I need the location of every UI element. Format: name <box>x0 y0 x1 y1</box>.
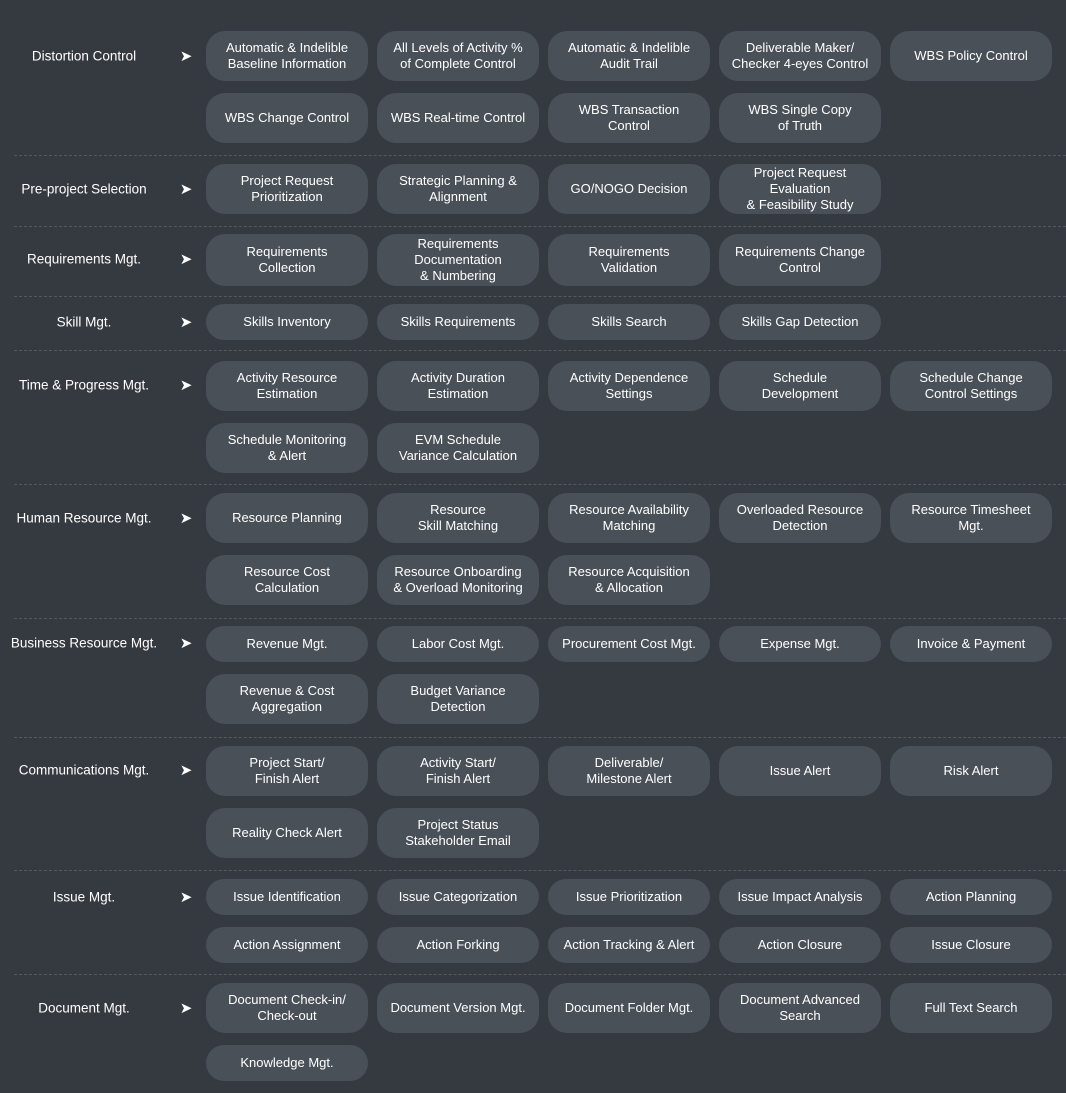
feature-pill-project-start-finish-alert: Project Start/ Finish Alert <box>206 746 368 796</box>
arrow-right-icon: ➤ <box>179 762 193 779</box>
feature-pill-revenue-mgt: Revenue Mgt. <box>206 626 368 662</box>
feature-pill-strategic-planning-and-alignment: Strategic Planning & Alignment <box>377 164 539 214</box>
feature-pill-schedule-change-control-settings: Schedule Change Control Settings <box>890 361 1052 411</box>
section-divider <box>14 155 1066 156</box>
arrow-right-icon: ➤ <box>179 1000 193 1017</box>
arrow-right-icon: ➤ <box>179 510 193 527</box>
section-label: Issue Mgt. <box>52 889 116 905</box>
feature-pill-project-status-stakeholder-email: Project Status Stakeholder Email <box>377 808 539 858</box>
section-divider <box>14 226 1066 227</box>
feature-pill-reality-check-alert: Reality Check Alert <box>206 808 368 858</box>
section-divider <box>14 870 1066 871</box>
feature-pill-resource-planning: Resource Planning <box>206 493 368 543</box>
arrow-right-icon: ➤ <box>179 889 193 906</box>
feature-pill-deliverable-maker-checker-4-eyes-control: Deliverable Maker/ Checker 4-eyes Control <box>719 31 881 81</box>
feature-pill-issue-categorization: Issue Categorization <box>377 879 539 915</box>
feature-pill-action-forking: Action Forking <box>377 927 539 963</box>
feature-pill-action-planning: Action Planning <box>890 879 1052 915</box>
feature-pill-issue-impact-analysis: Issue Impact Analysis <box>719 879 881 915</box>
section-label: Communications Mgt. <box>18 762 150 778</box>
feature-pill-requirements-collection: Requirements Collection <box>206 234 368 286</box>
section-label: Distortion Control <box>31 48 137 64</box>
feature-pill-all-levels-of-activity-of-complete-control: All Levels of Activity % of Complete Control <box>377 31 539 81</box>
section-divider <box>14 737 1066 738</box>
section-label: Skill Mgt. <box>56 314 112 330</box>
feature-pill-activity-duration-estimation: Activity Duration Estimation <box>377 361 539 411</box>
section-divider <box>14 484 1066 485</box>
feature-pill-wbs-real-time-control: WBS Real-time Control <box>377 93 539 143</box>
arrow-right-icon: ➤ <box>179 48 193 65</box>
feature-pill-evm-schedule-variance-calculation: EVM Schedule Variance Calculation <box>377 423 539 473</box>
feature-pill-automatic-and-indelible-audit-trail: Automatic & Indelible Audit Trail <box>548 31 710 81</box>
feature-pill-issue-identification: Issue Identification <box>206 879 368 915</box>
feature-pill-skills-requirements: Skills Requirements <box>377 304 539 340</box>
feature-pill-resource-onboarding-and-overload-monitoring: Resource Onboarding & Overload Monitoring <box>377 555 539 605</box>
feature-pill-skills-search: Skills Search <box>548 304 710 340</box>
section-label: Business Resource Mgt. <box>10 635 158 651</box>
section-divider <box>14 296 1066 297</box>
feature-pill-resource-timesheet-mgt: Resource Timesheet Mgt. <box>890 493 1052 543</box>
section-label: Pre-project Selection <box>21 181 147 197</box>
feature-pill-requirements-change-control: Requirements Change Control <box>719 234 881 286</box>
feature-pill-overloaded-resource-detection: Overloaded Resource Detection <box>719 493 881 543</box>
feature-pill-invoice-and-payment: Invoice & Payment <box>890 626 1052 662</box>
feature-pill-activity-dependence-settings: Activity Dependence Settings <box>548 361 710 411</box>
feature-pill-budget-variance-detection: Budget Variance Detection <box>377 674 539 724</box>
arrow-right-icon: ➤ <box>179 251 193 268</box>
section-divider <box>14 974 1066 975</box>
feature-pill-wbs-single-copy-of-truth: WBS Single Copy of Truth <box>719 93 881 143</box>
feature-pill-project-request-evaluation-and-feasibility-study: Project Request Evaluation & Feasibility Study <box>719 164 881 214</box>
feature-pill-wbs-change-control: WBS Change Control <box>206 93 368 143</box>
feature-pill-schedule-development: Schedule Development <box>719 361 881 411</box>
feature-pill-skills-inventory: Skills Inventory <box>206 304 368 340</box>
arrow-right-icon: ➤ <box>179 635 193 652</box>
section-label: Requirements Mgt. <box>26 251 142 267</box>
feature-pill-resource-cost-calculation: Resource Cost Calculation <box>206 555 368 605</box>
section-label: Human Resource Mgt. <box>16 510 152 526</box>
feature-pill-activity-resource-estimation: Activity Resource Estimation <box>206 361 368 411</box>
feature-pill-skills-gap-detection: Skills Gap Detection <box>719 304 881 340</box>
arrow-right-icon: ➤ <box>179 314 193 331</box>
feature-pill-knowledge-mgt: Knowledge Mgt. <box>206 1045 368 1081</box>
feature-pill-labor-cost-mgt: Labor Cost Mgt. <box>377 626 539 662</box>
feature-pill-wbs-transaction-control: WBS Transaction Control <box>548 93 710 143</box>
feature-pill-issue-closure: Issue Closure <box>890 927 1052 963</box>
feature-pill-document-advanced-search: Document Advanced Search <box>719 983 881 1033</box>
feature-pill-requirements-documentation-and-numbering: Requirements Documentation & Numbering <box>377 234 539 286</box>
feature-pill-issue-prioritization: Issue Prioritization <box>548 879 710 915</box>
feature-pill-action-closure: Action Closure <box>719 927 881 963</box>
feature-pill-procurement-cost-mgt: Procurement Cost Mgt. <box>548 626 710 662</box>
feature-pill-document-version-mgt: Document Version Mgt. <box>377 983 539 1033</box>
feature-pill-revenue-and-cost-aggregation: Revenue & Cost Aggregation <box>206 674 368 724</box>
feature-pill-expense-mgt: Expense Mgt. <box>719 626 881 662</box>
section-label: Document Mgt. <box>38 1000 130 1016</box>
section-divider <box>14 618 1066 619</box>
feature-pill-full-text-search: Full Text Search <box>890 983 1052 1033</box>
arrow-right-icon: ➤ <box>179 181 193 198</box>
feature-pill-document-folder-mgt: Document Folder Mgt. <box>548 983 710 1033</box>
feature-pill-document-check-in-check-out: Document Check-in/ Check-out <box>206 983 368 1033</box>
feature-pill-resource-skill-matching: Resource Skill Matching <box>377 493 539 543</box>
feature-pill-resource-acquisition-and-allocation: Resource Acquisition & Allocation <box>548 555 710 605</box>
feature-pill-issue-alert: Issue Alert <box>719 746 881 796</box>
feature-pill-schedule-monitoring-and-alert: Schedule Monitoring & Alert <box>206 423 368 473</box>
feature-pill-requirements-validation: Requirements Validation <box>548 234 710 286</box>
feature-pill-automatic-and-indelible-baseline-information: Automatic & Indelible Baseline Information <box>206 31 368 81</box>
feature-pill-action-tracking-and-alert: Action Tracking & Alert <box>548 927 710 963</box>
feature-pill-resource-availability-matching: Resource Availability Matching <box>548 493 710 543</box>
arrow-right-icon: ➤ <box>179 377 193 394</box>
feature-pill-action-assignment: Action Assignment <box>206 927 368 963</box>
feature-pill-activity-start-finish-alert: Activity Start/ Finish Alert <box>377 746 539 796</box>
feature-pill-deliverable-milestone-alert: Deliverable/ Milestone Alert <box>548 746 710 796</box>
feature-pill-risk-alert: Risk Alert <box>890 746 1052 796</box>
section-label: Time & Progress Mgt. <box>18 377 150 393</box>
feature-pill-project-request-prioritization: Project Request Prioritization <box>206 164 368 214</box>
feature-pill-wbs-policy-control: WBS Policy Control <box>890 31 1052 81</box>
feature-pill-go-nogo-decision: GO/NOGO Decision <box>548 164 710 214</box>
section-divider <box>14 350 1066 351</box>
